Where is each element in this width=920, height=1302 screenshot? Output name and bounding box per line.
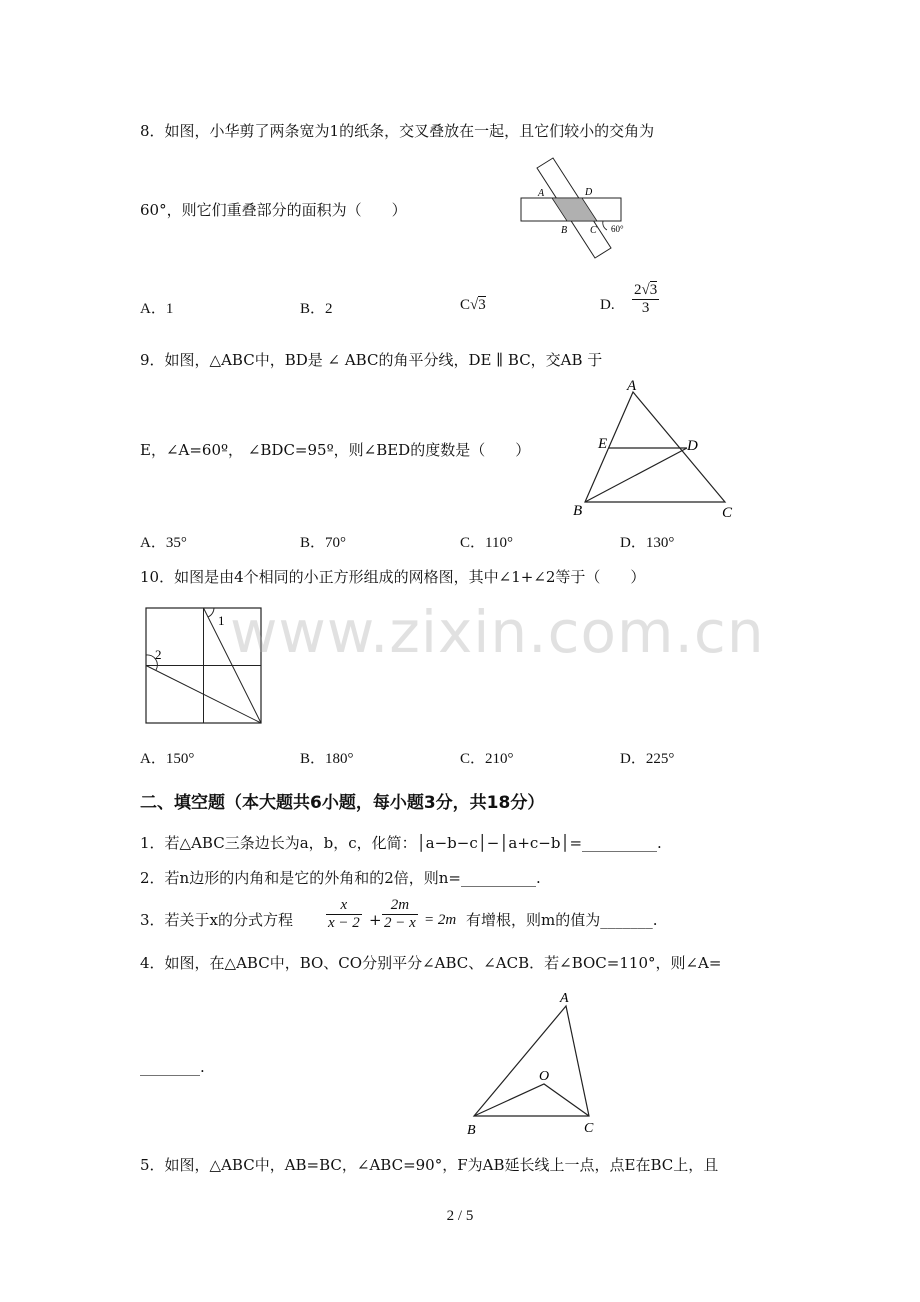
q8-label-a: A xyxy=(538,188,545,199)
q10-option-d: D．225° xyxy=(620,751,675,767)
q10-option-c: C．210° xyxy=(460,751,514,767)
q8-label-angle: 60° xyxy=(611,224,624,234)
section-title: 二、填空题（本大题共6小题，每小题3分，共18分） xyxy=(140,793,545,813)
q4-bisectors xyxy=(474,1084,589,1116)
fill-question-3-prefix: 3．若关于x的分式方程 xyxy=(140,911,294,929)
q9-figure xyxy=(570,378,740,521)
q4-label-o: O xyxy=(539,1069,550,1084)
fill-question-2: 2．若n边形的内角和是它的外角和的2倍，则n=__________. xyxy=(140,869,541,887)
fraction-1-denominator: x − 2 xyxy=(328,915,360,931)
q8-option-d-coef: 2 xyxy=(634,282,642,298)
q8-angle-arc xyxy=(603,221,607,230)
q9-label-a: A xyxy=(627,378,637,394)
q8-label-c: C xyxy=(590,225,597,236)
q8-option-c-letter: C xyxy=(460,297,471,313)
q10-option-b: B．180° xyxy=(300,751,354,767)
fill-question-3-fraction-1 xyxy=(326,897,362,932)
q4-label-c: C xyxy=(584,1121,594,1136)
q9-label-b: B xyxy=(573,503,583,519)
fill-question-3-plus: + xyxy=(369,911,382,929)
q9-segment-bd xyxy=(585,448,687,502)
q9-option-a: A．35° xyxy=(140,535,187,551)
q8-option-d-fraction xyxy=(632,282,659,317)
q9-label-c: C xyxy=(722,505,733,521)
q4-label-b: B xyxy=(467,1123,476,1138)
sqrt-icon: √ xyxy=(641,282,650,298)
fill-question-4-line1: 4．如图，在△ABC中，BO、CO分别平分∠ABC、∠ACB．若∠BOC=110°，则∠A= xyxy=(140,954,722,972)
fraction-2-denominator: 2 − x xyxy=(384,915,416,931)
q4-figure xyxy=(462,988,612,1138)
q10-label-1: 1 xyxy=(218,613,225,628)
q8-label-d: D xyxy=(585,187,593,198)
q9-label-e: E xyxy=(598,436,608,452)
q8-label-b: B xyxy=(561,225,568,236)
q8-line2: 60°，则它们重叠部分的面积为（ ） xyxy=(140,201,407,219)
q8-option-d-letter: D. xyxy=(600,297,615,313)
q9-line2: E，∠A=60º， ∠BDC=95º，则∠BED的度数是（ ） xyxy=(140,441,531,459)
fill-question-1: 1．若△ABC三条边长为a，b，c，化简：│a−b−c│−│a+c−b│=__________. xyxy=(140,834,662,852)
q8-option-a: A．1 xyxy=(140,301,174,317)
q4-triangle xyxy=(474,1006,589,1116)
q9-label-d: D xyxy=(687,438,698,454)
q10-label-2: 2 xyxy=(155,647,162,662)
q4-label-a: A xyxy=(560,991,569,1006)
q9-line1: 9．如图，△ABC中，BD是 ∠ ABC的角平分线，DE ∥ BC，交AB 于 xyxy=(140,351,603,369)
q8-option-d-denominator: 3 xyxy=(632,299,659,317)
fill-question-3-rhs: = 2m xyxy=(424,912,457,928)
q8-option-b: B．2 xyxy=(300,301,333,317)
q8-line1: 8．如图，小华剪了两条宽为1的纸条，交叉叠放在一起，且它们较小的交角为 xyxy=(140,122,655,140)
q10-angle-1-arc xyxy=(208,608,214,617)
fill-question-3-fraction-2 xyxy=(382,897,418,932)
fill-question-3-suffix: 有增根，则m的值为_______. xyxy=(466,911,658,929)
page-number: 2 / 5 xyxy=(446,1208,474,1224)
q8-figure xyxy=(515,158,635,258)
q8-overlap-region xyxy=(552,198,597,221)
fill-question-5-line1: 5．如图，△ABC中，AB=BC，∠ABC=90°，F为AB延长线上一点，点E在BC上，且 xyxy=(140,1156,719,1174)
q8-option-c xyxy=(460,297,486,314)
q10-line1: 10．如图是由4个相同的小正方形组成的网格图，其中∠1+∠2等于（ ） xyxy=(140,568,646,586)
q8-option-d-radicand: 3 xyxy=(649,282,658,298)
q8-option-c-radicand: 3 xyxy=(478,297,486,313)
watermark: www.zixin.com.cn xyxy=(230,598,765,666)
fill-question-4-line2: ________. xyxy=(140,1058,205,1076)
q10-option-a: A．150° xyxy=(140,751,195,767)
q9-option-d: D．130° xyxy=(620,535,675,551)
sqrt-icon: √ xyxy=(470,297,479,313)
fraction-2-numerator: 2m xyxy=(390,897,410,913)
q9-option-b: B．70° xyxy=(300,535,347,551)
q9-option-c: C．110° xyxy=(460,535,513,551)
fraction-1-numerator: x xyxy=(340,897,348,913)
